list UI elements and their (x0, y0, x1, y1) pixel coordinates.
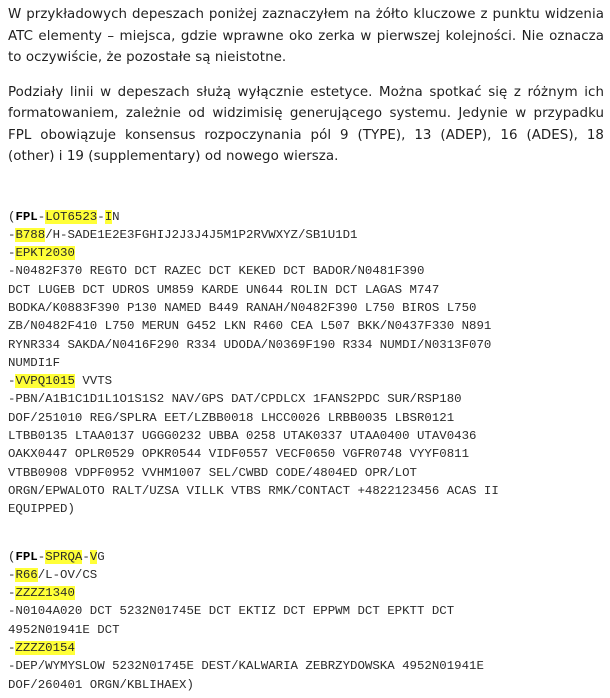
highlighted-field: VVPQ1015 (15, 374, 75, 389)
message-text: - (37, 549, 46, 564)
message-line (8, 466, 417, 480)
message-line (8, 678, 194, 692)
highlighted-field: ZZZZ1340 (15, 586, 75, 601)
intro-paragraph-1: W przykładowych depeszach poniżej zaznaczyłem na żółto kluczowe z punktu widzenia ATC elementy – miejsca, gdzie wprawne oko zerka w pierwszej kolejności. Nie oznacza to oczywiście, że pozostałe są nieistotne. (8, 7, 604, 65)
message-text: G (97, 549, 105, 564)
message-line (8, 429, 476, 443)
message-text: LTBB0135 LTAA0137 UGGG0232 UBBA 0258 UTAK0337 UTAA0400 UTAV0436 (8, 429, 477, 444)
message-text: - (97, 209, 105, 224)
message-line (8, 319, 491, 333)
message-type-label: FPL (15, 549, 38, 564)
message-line (8, 568, 97, 582)
message-line (8, 283, 439, 297)
fpl-message-lot6523 (8, 208, 604, 519)
message-text: BODKA/K0883F390 P130 NAMED B449 RANAH/N0482F390 L750 BIROS L750 (8, 300, 477, 315)
highlighted-field: R66 (15, 567, 38, 582)
message-line (8, 659, 484, 673)
message-text: - (8, 227, 16, 242)
highlighted-field: V (89, 549, 98, 564)
message-line (8, 338, 491, 352)
highlighted-field: SPRQA (45, 549, 83, 564)
message-line (8, 392, 462, 406)
message-text: RYNR334 SAKDA/N0416F290 R334 UDODA/N0369F190 R334 NUMDI/N0313F070 (8, 337, 492, 352)
message-line (8, 264, 424, 278)
message-text: VVTS (74, 374, 113, 389)
message-text: ORGN/EPWALOTO RALT/UZSA VILLK VTBS RMK/CONTACT +4822123456 ACAS II (8, 483, 499, 498)
article-content (8, 0, 604, 694)
message-line (8, 623, 120, 637)
message-line (8, 374, 112, 388)
message-line (8, 356, 60, 370)
highlighted-field: I (104, 209, 113, 224)
highlighted-field: B788 (15, 227, 46, 242)
message-text: EQUIPPED) (8, 502, 75, 517)
message-text: 4952N01941E DCT (8, 622, 120, 637)
message-line (8, 550, 105, 564)
message-line (8, 246, 75, 260)
message-line (8, 586, 75, 600)
highlighted-field: LOT6523 (45, 209, 98, 224)
message-text: ZB/N0482F410 L750 MERUN G452 LKN R460 CEA L507 BKK/N0437F330 N891 (8, 319, 492, 334)
fpl-message-sprqa (8, 548, 604, 694)
message-line (8, 447, 469, 461)
message-text: - (8, 246, 16, 261)
message-line (8, 301, 476, 315)
message-text: - (8, 374, 16, 389)
message-text: -PBN/A1B1C1D1L1O1S1S2 NAV/GPS DAT/CPDLCX 1FANS2PDC SUR/RSP180 (8, 392, 462, 407)
message-line (8, 210, 120, 224)
message-text: - (82, 549, 90, 564)
message-text: DCT LUGEB DCT UDROS UM859 KARDE UN644 ROLIN DCT LAGAS M747 (8, 282, 440, 297)
message-text: DOF/260401 ORGN/KBLIHAEX) (8, 677, 194, 692)
message-text: NUMDI1F (8, 355, 61, 370)
message-text: ( (8, 209, 16, 224)
message-text: -N0482F370 REGTO DCT RAZEC DCT KEKED DCT BADOR/N0481F390 (8, 264, 425, 279)
message-text: ( (8, 549, 16, 564)
message-line (8, 502, 75, 516)
highlighted-field: EPKT2030 (15, 246, 75, 261)
message-line (8, 411, 454, 425)
message-text: -N0104A020 DCT 5232N01745E DCT EKTIZ DCT EPPWM DCT EPKTT DCT (8, 604, 455, 619)
message-text: N (112, 209, 120, 224)
message-text: /L-OV/CS (37, 567, 98, 582)
message-line (8, 228, 357, 242)
message-text: - (8, 586, 16, 601)
message-line (8, 641, 75, 655)
message-text: VTBB0908 VDPF0952 VVHM1007 SEL/CWBD CODE/4804ED OPR/LOT (8, 465, 417, 480)
message-line (8, 604, 454, 618)
message-text: OAKX0447 OPLR0529 OPKR0544 VIDF0557 VECF0650 VGFR0748 VYYF0811 (8, 447, 470, 462)
message-text: - (8, 567, 16, 582)
message-type-label: FPL (15, 209, 38, 224)
highlighted-field: ZZZZ0154 (15, 641, 75, 656)
message-text: - (37, 209, 46, 224)
message-text: DOF/251010 REG/SPLRA EET/LZBB0018 LHCC0026 LRBB0035 LBSR0121 (8, 410, 455, 425)
intro-paragraph-2: Podziały linii w depeszach służą wyłącznie estetyce. Można spotkać się z różnym ich formatowaniem, zależnie od widzimisię generującego systemu. Jedynie w przypadku FPL obowiązuje konsensus rozpoczynania pól 9 (TYPE), 13 (ADEP), 16 (ADES), 18 (other) i 19 (supplementary) od nowego wiersza. (8, 84, 604, 164)
message-text: /H-SADE1E2E3FGHIJ2J3J4J5M1P2RVWXYZ/SB1U1D1 (45, 227, 358, 242)
message-text: - (8, 641, 16, 656)
message-line (8, 484, 499, 498)
message-text: -DEP/WYMYSLOW 5232N01745E DEST/KALWARIA ZEBRZYDOWSKA 4952N01941E (8, 659, 484, 674)
